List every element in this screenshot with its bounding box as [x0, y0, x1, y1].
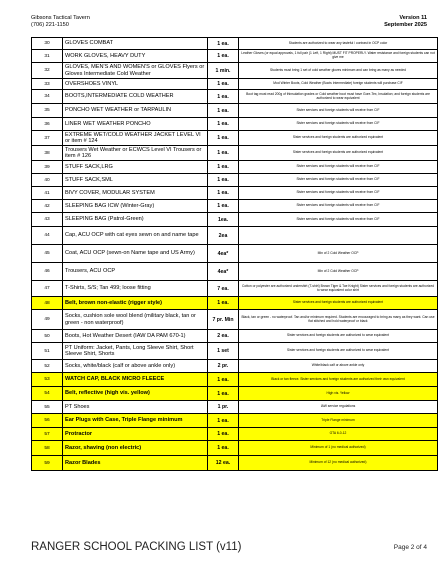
item-quantity: 2 pr. [208, 360, 239, 373]
table-row [32, 310, 438, 330]
item-quantity: 1 ea. [208, 118, 239, 131]
item-name: T-Shirts, S/S; Tan 499; loose fitting [63, 281, 208, 297]
table-row [32, 187, 438, 200]
row-number: 35 [32, 104, 63, 118]
table-row [32, 90, 438, 104]
item-quantity: 1 ea. [208, 50, 239, 63]
item-name: Razor, shaving (non electric) [63, 441, 208, 456]
item-note: IAW service regulations [239, 401, 438, 414]
row-number: 48 [32, 297, 63, 310]
table-row [32, 414, 438, 428]
item-note: Sister services and foreign students will receive from CIF [239, 187, 438, 200]
item-note: Sister services and foreign students are authorized equivalent [239, 146, 438, 161]
item-quantity: 1 ea. [208, 297, 239, 310]
item-note: Minimum of 12 (no medical authorized) [239, 456, 438, 471]
version-label: Version 11 [399, 15, 427, 21]
header-right [384, 15, 427, 29]
row-number: 34 [32, 90, 63, 104]
table-row [32, 79, 438, 90]
item-quantity: 1 pr. [208, 401, 239, 414]
item-note: Sister services and foreign students will receive from CIF [239, 200, 438, 213]
row-number: 40 [32, 174, 63, 187]
item-name: Trousers Wet Weather or ECWCS Level VI Trousers or item # 126 [63, 146, 208, 161]
row-number: 43 [32, 213, 63, 227]
row-number: 31 [32, 50, 63, 63]
row-number: 49 [32, 310, 63, 330]
item-quantity: 1 ea. [208, 187, 239, 200]
item-quantity: 2ea [208, 227, 239, 245]
table-row [32, 330, 438, 343]
item-quantity: 1 ea. [208, 131, 239, 146]
row-number: 50 [32, 330, 63, 343]
item-quantity: 1 ea. [208, 38, 239, 50]
row-number: 59 [32, 456, 63, 471]
row-number: 51 [32, 343, 63, 360]
table-row [32, 360, 438, 373]
item-note: Min of 2 Cold Weather OCP [239, 263, 438, 281]
row-number: 36 [32, 118, 63, 131]
item-quantity: 1 ea. [208, 146, 239, 161]
item-name: BIVY COVER, MODULAR SYSTEM [63, 187, 208, 200]
item-name: GLOVES, MEN'S AND WOMEN'S or GLOVES Flyers or Gloves Intermediate Cold Weather [63, 63, 208, 79]
item-name: Razor Blades [63, 456, 208, 471]
item-note: Sister services and foreign students are authorized equivalent [239, 297, 438, 310]
org-phone: (706) 221-1150 [31, 22, 69, 28]
item-note [239, 227, 438, 245]
row-number: 53 [32, 373, 63, 387]
item-quantity: 1 ea. [208, 174, 239, 187]
row-number: 57 [32, 428, 63, 441]
table-row [32, 263, 438, 281]
row-number: 44 [32, 227, 63, 245]
packing-list-table [31, 37, 438, 471]
item-name: Ear Plugs with Case, Triple Flange minimum [63, 414, 208, 428]
item-name: PT Uniform: Jacket, Pants, Long Sleeve Shirt, Short Sleeve Shirt, Shorts [63, 343, 208, 360]
item-note: Minimum of 1 (no medical authorized) [239, 441, 438, 456]
item-name: Trousers, ACU OCP [63, 263, 208, 281]
item-name: Socks, white/black (calf or above ankle only) [63, 360, 208, 373]
item-note: Students are authorized to wear any tasteful / contrast in OCP color [239, 38, 438, 50]
table-row [32, 428, 438, 441]
item-quantity: 7 pr. Min [208, 310, 239, 330]
item-note: Sister services and foreign students are authorized equivalent [239, 131, 438, 146]
table-row [32, 441, 438, 456]
table-row [32, 387, 438, 401]
item-quantity: 1 ea. [208, 373, 239, 387]
item-name: STUFF SACK,LRG [63, 161, 208, 174]
row-number: 58 [32, 441, 63, 456]
table-row [32, 456, 438, 471]
table-row [32, 343, 438, 360]
item-name: Socks, cushion sole wool blend (military black, tan or green - non waterproof) [63, 310, 208, 330]
item-note: Cotton or polyester are authorized undershirt (T-shirt) Brown Tiger & Toe Knight) Sister services and foreign students are authorized to wear equivalent color shirt [239, 281, 438, 297]
row-number: 38 [32, 146, 63, 161]
item-name: Coat, ACU OCP (sewn-on Name tape and US Army) [63, 245, 208, 263]
table-row [32, 161, 438, 174]
item-quantity: 1 ea. [208, 428, 239, 441]
table-row [32, 38, 438, 50]
table-row [32, 104, 438, 118]
item-name: PT Shoes [63, 401, 208, 414]
item-quantity: 2 ea. [208, 330, 239, 343]
item-note: Black or tan fleece. Sister services and foreign students are authorized their own equivalent [239, 373, 438, 387]
item-name: BOOTS,INTERMEDIATE COLD WEATHER [63, 90, 208, 104]
header-left [31, 15, 90, 29]
item-note: Sister services and foreign students will receive from CIF [239, 161, 438, 174]
table-row [32, 297, 438, 310]
table-row [32, 200, 438, 213]
item-name: Belt, brown non-elastic (rigger style) [63, 297, 208, 310]
row-number: 52 [32, 360, 63, 373]
item-quantity: 1 ea. [208, 161, 239, 174]
table-row [32, 146, 438, 161]
item-note: Sister services and foreign students will receive from CIF [239, 174, 438, 187]
item-quantity: 4ea* [208, 245, 239, 263]
item-name: SLEEPING BAG (Patrol-Green) [63, 213, 208, 227]
row-number: 55 [32, 401, 63, 414]
footer-title: RANGER SCHOOL PACKING LIST (v11) [31, 541, 242, 553]
table-row [32, 50, 438, 63]
item-quantity: 12 ea. [208, 456, 239, 471]
table-row [32, 227, 438, 245]
item-name: OVERSHOES VINYL [63, 79, 208, 90]
row-number: 47 [32, 281, 63, 297]
item-note: Min of 2 Cold Weather OCP [239, 245, 438, 263]
table-row [32, 245, 438, 263]
item-quantity: 1ea. [208, 213, 239, 227]
item-note: Sister services and foreign students will receive from CIF [239, 104, 438, 118]
item-name: PONCHO WET WEATHER or TARPAULIN [63, 104, 208, 118]
item-note: Mod Winter Boots, Cold Weather (Boots Intermediate) foreign students will purchase CIF [239, 79, 438, 90]
packing-list-body [32, 38, 438, 471]
row-number: 46 [32, 263, 63, 281]
item-quantity: 7 ea. [208, 281, 239, 297]
item-note: White/black calf or above ankle only [239, 360, 438, 373]
table-row [32, 373, 438, 387]
item-note: Sister services and foreign students will receive from CIF [239, 118, 438, 131]
item-note: Sister services and foreign students are authorized to wear equivalent [239, 330, 438, 343]
item-quantity: 1 ea. [208, 200, 239, 213]
item-name: WATCH CAP, BLACK MICRO FLEECE [63, 373, 208, 387]
item-quantity: 1 ea. [208, 387, 239, 401]
item-note: Sister services and foreign students will receive from CIF [239, 213, 438, 227]
item-note: GTA 6-0-12 [239, 428, 438, 441]
table-row [32, 213, 438, 227]
item-quantity: 1 ea. [208, 414, 239, 428]
row-number: 33 [32, 79, 63, 90]
item-note: Triple Flange minimum [239, 414, 438, 428]
table-row [32, 281, 438, 297]
item-quantity: 4ea* [208, 263, 239, 281]
version-date: September 2025 [384, 22, 427, 28]
table-row [32, 174, 438, 187]
item-quantity: 1 ea. [208, 441, 239, 456]
item-note: High vis. Yellow [239, 387, 438, 401]
item-note: Black, tan or green - no waterproof. Tan and/or minimum required. Students are encouraged to bring as many as they want. Can use flat stitched and hold waterproof or black [239, 310, 438, 330]
row-number: 42 [32, 200, 63, 213]
item-name: WORK GLOVES, HEAVY DUTY [63, 50, 208, 63]
table-row [32, 131, 438, 146]
row-number: 32 [32, 63, 63, 79]
row-number: 45 [32, 245, 63, 263]
item-name: GLOVES COMBAT [63, 38, 208, 50]
item-quantity: 1 ea. [208, 90, 239, 104]
item-name: SLEEPING BAG ICW (Winter-Gray) [63, 200, 208, 213]
table-row [32, 401, 438, 414]
item-name: LINER WET WEATHER PONCHO [63, 118, 208, 131]
item-quantity: 1 ea. [208, 79, 239, 90]
page-number: Page 2 of 4 [393, 544, 427, 551]
item-name: Cap, ACU OCP with cat eyes sewn on and name tape [63, 227, 208, 245]
item-name: Boots, Hot Weather Desert (IAW DA PAM 670-1) [63, 330, 208, 343]
row-number: 39 [32, 161, 63, 174]
row-number: 56 [32, 414, 63, 428]
item-note: Boot tag must read 200g of thinsulation grades or Cold weather boot must have Gore-Tex, Insulation; and foreign students are authorized to wear equivalent [239, 90, 438, 104]
row-number: 54 [32, 387, 63, 401]
item-note: Students must bring 1 set of cold weather gloves minimum and can bring as many as needed [239, 63, 438, 79]
item-name: Belt, reflective (high vis. yellow) [63, 387, 208, 401]
item-quantity: 1 set [208, 343, 239, 360]
row-number: 41 [32, 187, 63, 200]
item-quantity: 1 ea. [208, 104, 239, 118]
row-number: 37 [32, 131, 63, 146]
item-quantity: 1 min. [208, 63, 239, 79]
table-row [32, 63, 438, 79]
item-name: EXTREME WET/COLD WEATHER JACKET LEVEL VI or item # 124 [63, 131, 208, 146]
row-number: 30 [32, 38, 63, 50]
item-note: Leather Gloves (or equal approvals, 1 full pair (1 Left, 1 Right) MUST FIT PROPERLY. Water resistance and foreign students can not give me [239, 50, 438, 63]
item-name: Protractor [63, 428, 208, 441]
item-name: STUFF SACK,SML [63, 174, 208, 187]
org-name: Gibsons Tactical Tavern [31, 15, 90, 21]
item-note: Sister services and foreign students are authorized to wear equivalent [239, 343, 438, 360]
table-row [32, 118, 438, 131]
